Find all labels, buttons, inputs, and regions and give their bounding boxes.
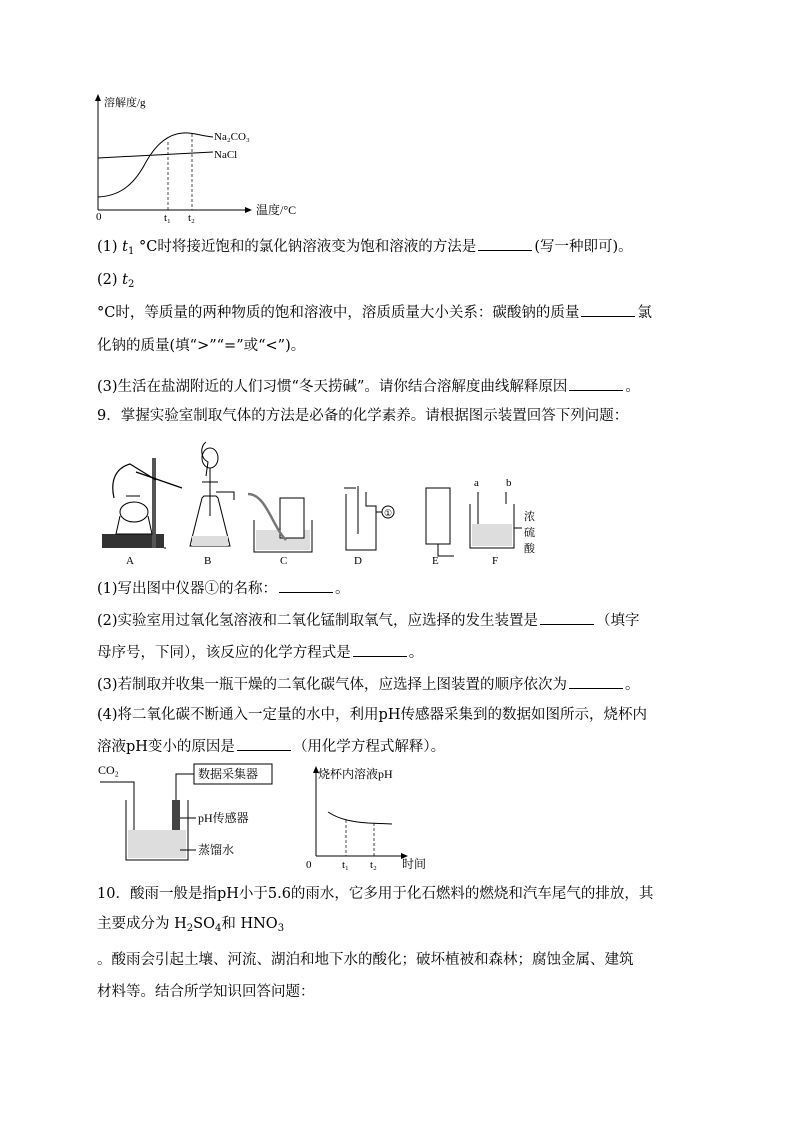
label-f: F [492,555,499,567]
apparatus-c [248,494,312,567]
acid-label-3: 酸 [524,543,535,555]
label-b: B [204,555,212,567]
answer-blank[interactable] [569,376,623,391]
q8-part2-line1: (2) $t_2$ [97,272,135,290]
apparatus-e [426,488,454,567]
ph-origin-label: 0 [306,859,312,871]
x-axis-label: 温度/°C [256,203,297,217]
q9-part4-line1: (4)将二氧化碳不断通入一定量的水中，利用pH传感器采集到的数据如图所示，烧杯内 [97,707,647,723]
answer-blank[interactable] [353,642,407,657]
q10-line1: 10．酸雨一般是指pH小于5.6的雨水，它多用于化石燃料的燃烧和汽车尾气的排放，其 [97,886,654,902]
apparatus-f [470,477,536,567]
acid-label-2: 硫 [524,527,535,539]
apparatus-a [102,458,182,567]
answer-blank[interactable] [540,610,594,625]
q9-part2-line1: (2)实验室用过氧化氢溶液和二氧化锰制取氧气，应选择的发生装置是 （填字 [97,610,640,631]
answer-blank[interactable] [478,236,532,251]
q9-part4-line2: 溶液pH变小的原因是 （用化学方程式解释）。 [97,736,445,757]
label-b-port: b [506,477,512,489]
q8-part2-line2: °C时，等质量的两种物质的饱和溶液中，溶质质量大小关系：碳酸钠的质量 氯 [97,302,652,323]
q9-part1: (1)写出图中仪器①的名称： 。 [97,578,350,599]
q10-line4: 材料等。结合所学知识回答问题： [97,984,315,1000]
q9-title: 9．掌握实验室制取气体的方法是必备的化学素养。请根据图示装置回答下列问题： [97,408,629,424]
co2-label: CO₂ [98,763,119,777]
ph-y-axis-label: 烧杯内溶液pH [318,767,393,781]
series-na2co3-label: Na₂CO₃ [214,131,250,143]
apparatus-d [344,486,394,567]
water-label: 蒸馏水 [198,843,235,857]
label-a-port: a [474,477,479,489]
t1-label: t₁ [164,212,171,224]
ph-curve [328,812,392,824]
answer-blank[interactable] [569,674,623,689]
x-axis-arrow [245,207,252,213]
q8-part1: (1) $t_1$ °C时将接近饱和的氯化钠溶液变为饱和溶液的方法是 (写一种即可)。 [97,236,633,262]
origin-label: 0 [96,211,102,223]
answer-blank[interactable] [237,736,291,751]
acid-label-1: 浓 [524,511,535,523]
ph-sensor-setup [96,760,276,870]
ph-time-graph [300,764,440,874]
answer-blank[interactable] [279,578,333,593]
ph-x-axis-label: 时间 [402,857,427,871]
label-e: E [432,555,439,567]
q10-line3: 。酸雨会引起土壤、河流、湖泊和地下水的酸化；破坏植被和森林；腐蚀金属、建筑 [97,952,634,968]
label-d: D [354,555,362,567]
q9-part2-line2: 母序号，下同），该反应的化学方程式是 。 [97,642,423,663]
ph-t1-label: t₁ [342,859,349,871]
q10-line2: 主要成分为 $H_2SO_4$和 $HNO_3$ [97,916,285,934]
ph-t2-label: t₂ [370,859,377,871]
lab-apparatus [96,436,546,570]
apparatus-b [190,442,234,567]
na2co3-curve [98,133,213,197]
sensor-label: pH传感器 [198,811,249,825]
answer-blank[interactable] [581,302,635,317]
collector-label: 数据采集器 [198,767,259,781]
q9-part3: (3)若制取并收集一瓶干燥的二氧化碳气体，应选择上图装置的顺序依次为 。 [97,674,640,695]
y-axis-arrow [95,94,101,101]
solubility-graph [88,92,328,224]
label-a: A [126,555,134,567]
label-circled-1: ① [384,508,393,518]
nacl-curve [98,152,213,158]
q8-part2-line3: 化钠的质量(填“>”“=”或“<”)。 [97,338,306,354]
q8-part3: (3)生活在盐湖附近的人们习惯“冬天捞碱”。请你结合溶解度曲线解释原因 。 [97,376,640,397]
series-nacl-label: NaCl [214,149,238,161]
t2-label: t₂ [188,212,195,224]
label-c: C [280,555,288,567]
y-axis-label: 溶解度/g [104,97,146,109]
